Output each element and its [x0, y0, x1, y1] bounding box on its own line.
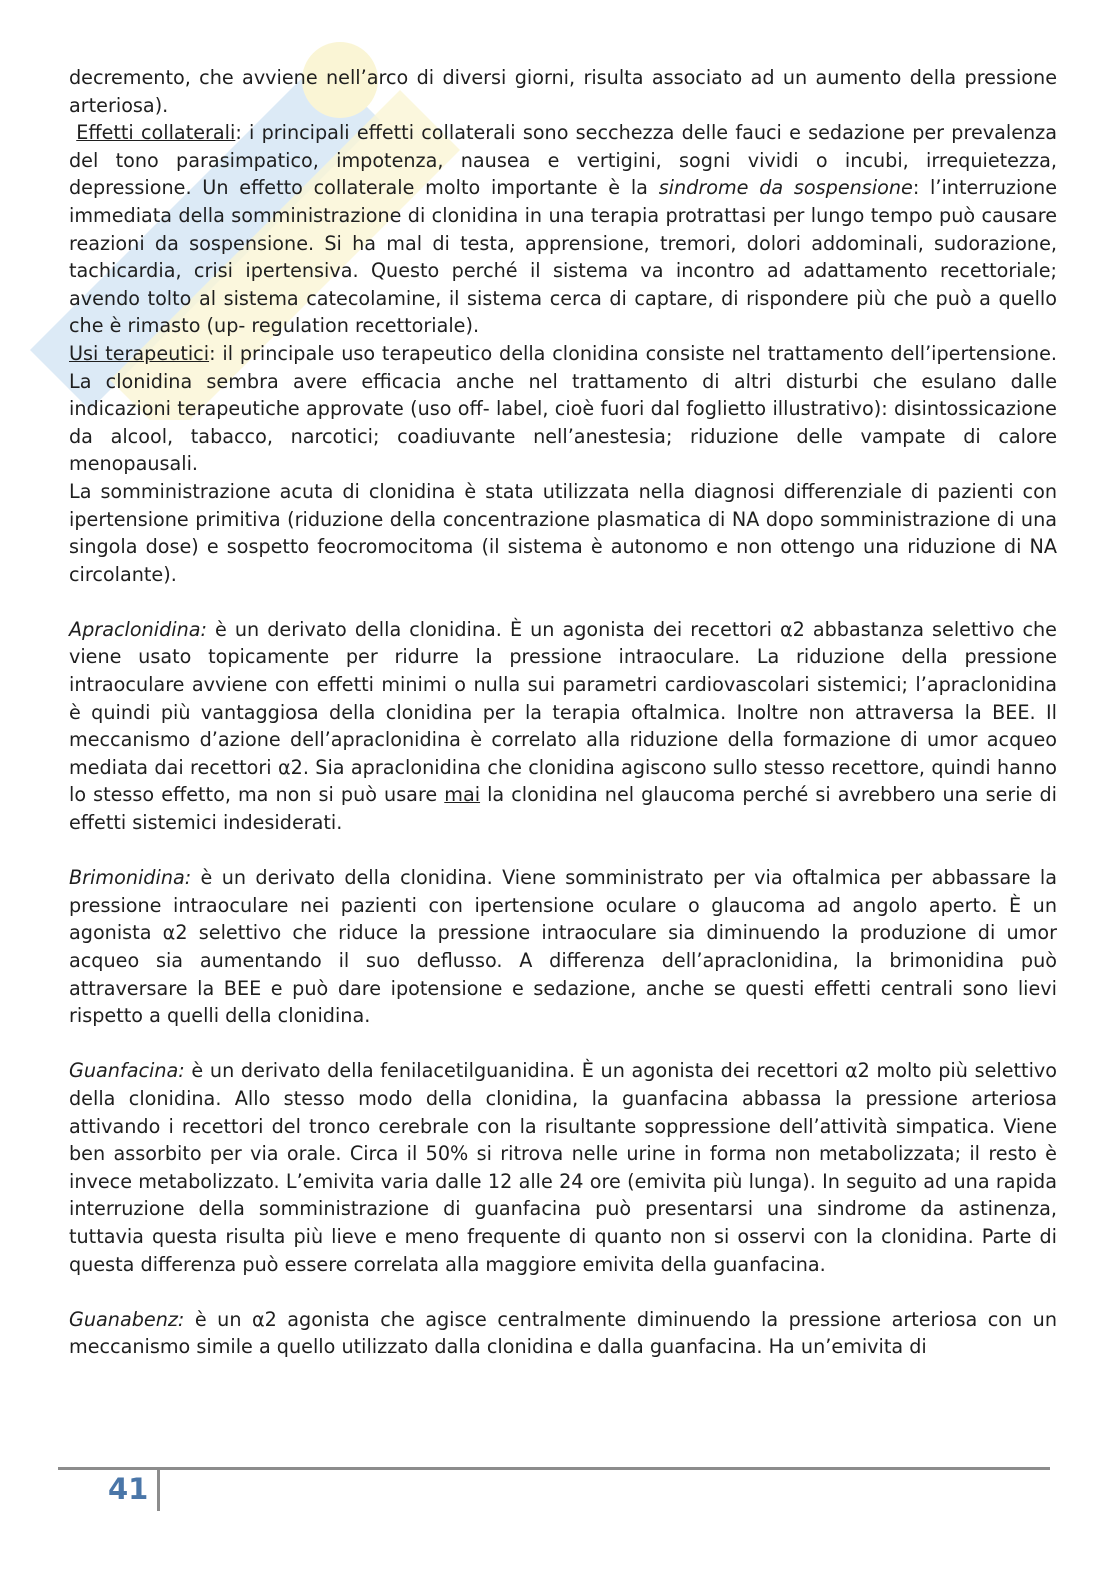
paragraph-text: decremento, che avviene nell’arco di diversi giorni, risulta associato ad un aumento della pressione arteriosa).	[69, 66, 1057, 117]
emphasis-never: mai	[444, 783, 481, 807]
paragraph-text: : il principale uso terapeutico della clonidina consiste nel trattamento dell’ipertensione. La clonidina sembra avere efficacia anche nel trattamento di altri disturbi che esulano dalle indicazioni terapeutiche approvate (uso off- label, cioè fuori dal foglietto illustrativo): disintossicazione da alcool, tabacco, narcotici; coadiuvante nell’anestesia; riduzione delle vampate di calore menopausali.	[69, 341, 1057, 476]
page-number-divider	[157, 1469, 160, 1511]
paragraph-guanabenz	[69, 1306, 1057, 1361]
section-label-therapeutic-uses: Usi terapeutici	[69, 341, 210, 365]
page-number: 41	[108, 1472, 149, 1506]
paragraph-text: è un derivato della clonidina. È un agonista dei recettori α2 abbastanza selettivo che viene usato topicamente per ridurre la pressione intraoculare. La riduzione della pressione intraoculare avviene con effetti minimi o nulla sui parametri cardiovascolari sistemici; l’apraclonidina è quindi più vantaggiosa della clonidina per la terapia oftalmica. Inoltre non attraversa la BEE. Il meccanismo d’azione dell’apraclonidina è correlato alla riduzione della formazione di umor acqueo mediata dai recettori α2. Sia apraclonidina che clonidina agiscono sullo stesso recettore, quindi hanno lo stesso effetto, ma non si può usare	[69, 617, 1057, 807]
term-guanabenz: Guanabenz:	[69, 1307, 185, 1331]
paragraph-side-effects	[69, 119, 1057, 340]
paragraph-text: La somministrazione acuta di clonidina è stata utilizzata nella diagnosi differenziale di pazienti con ipertensione primitiva (riduzione della concentrazione plasmatica di NA dopo somministrazione di una singola dose) e sospetto feocromocitoma (il sistema è autonomo e non ottengo una riduzione di NA circolante).	[69, 479, 1057, 586]
paragraph-text: è un derivato della clonidina. Viene somministrato per via oftalmica per abbassare la pressione intraoculare nei pazienti con ipertensione oculare o glaucoma ad angolo aperto. È un agonista α2 selettivo che riduce la pressione intraoculare sia diminuendo la produzione di umor acqueo sia aumentando il suo deflusso. A differenza dell’apraclonidina, la brimonidina può attraversare la BEE e può dare ipotensione e sedazione, anche se questi effetti centrali sono lievi rispetto a quelli della clonidina.	[69, 866, 1057, 1028]
term-guanfacine: Guanfacina:	[69, 1059, 185, 1083]
term-apraclonidine: Apraclonidina:	[69, 617, 207, 641]
section-label-side-effects: Effetti collaterali	[76, 121, 236, 145]
term-withdrawal-syndrome: sindrome da sospensione	[658, 176, 913, 200]
paragraph-text: : i principali effetti collaterali sono secchezza delle fauci e sedazione per prevalenza del tono parasimpatico, impotenza, nausea e vertigini, sogni vividi o incubi, irrequietezza, depressione. Un effetto collaterale molto importante è la	[69, 121, 1057, 200]
document-body	[69, 64, 1057, 1361]
paragraph-acute-administration	[69, 478, 1057, 588]
footer-rule	[58, 1467, 1050, 1470]
paragraph-intro	[69, 64, 1057, 119]
paragraph-apraclonidine	[69, 616, 1057, 837]
paragraph-guanfacine	[69, 1057, 1057, 1278]
paragraph-text: è un α2 agonista che agisce centralmente diminuendo la pressione arteriosa con un meccanismo simile a quello utilizzato dalla clonidina e dalla guanfacina. Ha un’emivita di	[69, 1307, 1057, 1359]
paragraph-text: è un derivato della fenilacetilguanidina. È un agonista dei recettori α2 molto più selettivo della clonidina. Allo stesso modo della clonidina, la guanfacina abbassa la pressione arteriosa attivando i recettori del tronco cerebrale con la risultante soppressione dell’attività simpatica. Viene ben assorbito per via orale. Circa il 50% si ritrova nelle urine in forma non metabolizzata; il resto è invece metabolizzato. L’emivita varia dalle 12 alle 24 ore (emivita più lunga). In seguito ad una rapida interruzione della somministrazione di guanfacina può presentarsi una sindrome da astinenza, tuttavia questa risulta più lieve e meno frequente di quanto non si osservi con la clonidina. Parte di questa differenza può essere correlata alla maggiore emivita della guanfacina.	[69, 1059, 1057, 1276]
paragraph-text: : l’interruzione immediata della somministrazione di clonidina in una terapia protrattasi per lungo tempo può causare reazioni da sospensione. Si ha mal di testa, apprensione, tremori, dolori addominali, sudorazione, tachicardia, crisi ipertensiva. Questo perché il sistema va incontro ad adattamento recettoriale; avendo tolto al sistema catecolamine, il sistema cerca di captare, di rispondere più che può a quello che è rimasto (up- regulation recettoriale).	[69, 176, 1057, 338]
term-brimonidine: Brimonidina:	[69, 866, 192, 890]
paragraph-therapeutic-uses	[69, 340, 1057, 478]
paragraph-text: la clonidina nel glaucoma perché si avrebbero una serie di effetti sistemici indesiderati.	[69, 783, 1057, 835]
paragraph-brimonidine	[69, 864, 1057, 1030]
